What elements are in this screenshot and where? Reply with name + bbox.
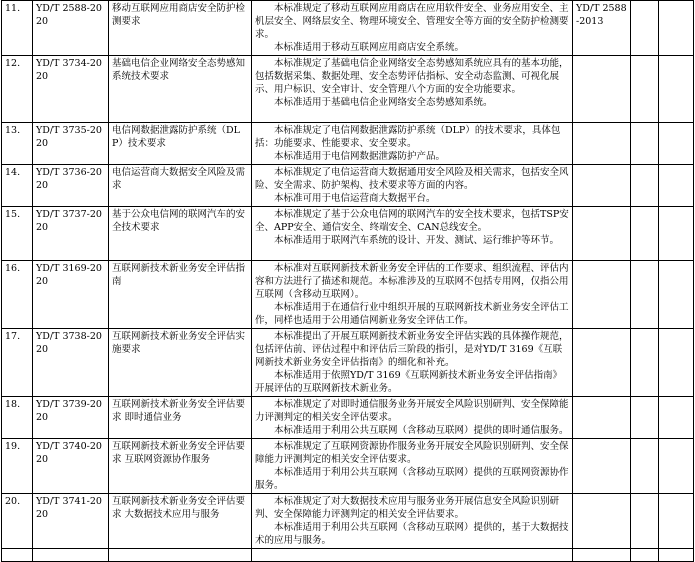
description-paragraph: 本标准规定了基于公众电信网的联网汽车的安全技术要求，包括TSP安全、APP安全、通信安全、终端安全、CAN总线安全。	[255, 209, 569, 233]
empty-cell	[109, 549, 252, 562]
table-row	[2, 165, 694, 207]
replaces-cell	[573, 439, 631, 494]
standard-name-cell: 基于公众电信网的联网汽车的安全技术要求	[109, 207, 252, 261]
empty-cell	[631, 494, 659, 549]
description-cell	[252, 207, 573, 261]
empty-cell	[2, 549, 33, 562]
replaces-cell	[573, 123, 631, 165]
description-paragraph: 本标准规定了电信运营商大数据通用安全风险及相关需求，包括安全风险、安全需求、防护架构、技术要求等方面的内容。	[255, 167, 569, 191]
standard-code-cell: YD/T 3738-2020	[33, 329, 109, 397]
description-paragraph: 本标准适用于利用公共互联网（含移动互联网）提供的互联网资源协作服务。	[255, 467, 569, 491]
description-cell	[252, 439, 573, 494]
table-row	[2, 549, 694, 562]
table-row	[2, 56, 694, 123]
table-row	[2, 1, 694, 56]
replaces-cell	[573, 397, 631, 439]
table-row	[2, 261, 694, 329]
description-paragraph: 本标准规定了对即时通信服务业务开展安全风险识别研判、安全保障能力评测判定的相关安全评估要求。	[255, 399, 569, 423]
table-row	[2, 439, 694, 494]
description-cell	[252, 123, 573, 165]
empty-cell	[631, 549, 659, 562]
empty-cell	[33, 549, 109, 562]
row-number-cell: 18.	[2, 397, 33, 439]
description-cell	[252, 165, 573, 207]
empty-cell	[631, 261, 659, 329]
empty-cell	[631, 1, 659, 56]
description-paragraph: 本标准适用于移动互联网应用商店安全系统。	[274, 42, 465, 53]
row-number-cell: 13.	[2, 123, 33, 165]
standard-name-cell: 电信网数据泄露防护系统（DLP）技术要求	[109, 123, 252, 165]
standard-code-cell: YD/T 3735-2020	[33, 123, 109, 165]
description-paragraph: 本标准适用于电信网数据泄露防护产品。	[274, 151, 446, 162]
standard-name-cell: 互联网新技术新业务安全评估要求 即时通信业务	[109, 397, 252, 439]
empty-cell	[631, 207, 659, 261]
empty-cell	[659, 329, 694, 397]
description-paragraph: 本标准适用于联网汽车系统的设计、开发、测试、运行维护等环节。	[274, 235, 560, 246]
table-row	[2, 329, 694, 397]
row-number-cell: 16.	[2, 261, 33, 329]
standard-code-cell: YD/T 3741-2020	[33, 494, 109, 549]
description-paragraph: 本标准对互联网新技术新业务安全评估的工作要求、组织流程、评估内容和方法进行了描述和规范。本标准涉及的互联网不包括专用网，仅指公用互联网（含移动互联网）。	[255, 263, 569, 300]
empty-cell	[631, 56, 659, 123]
replaces-cell	[573, 207, 631, 261]
description-cell	[252, 494, 573, 549]
empty-cell	[659, 1, 694, 56]
description-cell	[252, 1, 573, 56]
description-paragraph: 本标准规定了互联网资源协作服务业务开展安全风险识别研判、安全保障能力评测判定的相关安全评估要求。	[255, 441, 569, 465]
empty-cell	[659, 207, 694, 261]
description-paragraph: 本标准规定了移动互联网应用商店在应用软件安全、业务应用安全、主机层安全、网络层安全、物理环境安全、管理安全等方面的安全防护检测要求。	[255, 3, 569, 40]
description-paragraph: 本标准适用于依照YD/T 3169《互联网新技术新业务安全评估指南》开展评估的互联网新技术新业务。	[255, 370, 563, 394]
description-cell	[252, 261, 573, 329]
description-paragraph: 本标准规定了基础电信企业网络安全态势感知系统应具有的基本功能，包括数据采集、数据处理、安全态势评估指标、安全动态监测、可视化展示、用户标识、安全审计、安全管理八个方面的安全功能要求。	[255, 58, 569, 95]
standard-name-cell: 互联网新技术新业务安全评估要求 大数据技术应用与服务	[109, 494, 252, 549]
description-cell	[252, 56, 573, 123]
replaces-cell	[573, 261, 631, 329]
empty-cell	[659, 397, 694, 439]
standard-code-cell: YD/T 3737-2020	[33, 207, 109, 261]
table-row	[2, 494, 694, 549]
table-row	[2, 207, 694, 261]
row-number-cell: 12.	[2, 56, 33, 123]
empty-cell	[573, 549, 631, 562]
empty-cell	[631, 329, 659, 397]
description-paragraph: 本标准规定了电信网数据泄露防护系统（DLP）的技术要求，具体包括：功能要求、性能要求、安全要求。	[255, 125, 561, 149]
table-row	[2, 397, 694, 439]
empty-cell	[659, 439, 694, 494]
description-paragraph: 本标准适用于在通信行业中组织开展的互联网新技术新业务安全评估工作，同样也适用于公用通信网新业务安全评估工作。	[255, 302, 569, 326]
description-paragraph: 本标准适用于基础电信企业网络安全态势感知系统。	[274, 97, 493, 108]
standard-code-cell: YD/T 3740-2020	[33, 439, 109, 494]
replaces-cell	[573, 56, 631, 123]
row-number-cell: 19.	[2, 439, 33, 494]
description-paragraph: 本标准提出了开展互联网新技术新业务安全评估实践的具体操作规范，包括评估前、评估过程中和评估后三阶段的指引，是对YD/T 3169《互联网新技术新业务安全评估指南》的细化和补充。	[255, 331, 569, 368]
description-paragraph: 本标准适用于利用公共互联网（含移动互联网）提供的，基于大数据技术的应用与服务。	[255, 522, 569, 546]
replaces-cell	[573, 165, 631, 207]
empty-cell	[659, 165, 694, 207]
standard-code-cell: YD/T 3736-2020	[33, 165, 109, 207]
standard-name-cell: 电信运营商大数据安全风险及需求	[109, 165, 252, 207]
description-cell	[252, 397, 573, 439]
description-paragraph: 本标准可用于电信运营商大数据平台。	[274, 193, 436, 204]
empty-cell	[631, 439, 659, 494]
description-cell	[252, 329, 573, 397]
standard-name-cell: 互联网新技术新业务安全评估要求 互联网资源协作服务	[109, 439, 252, 494]
standard-name-cell: 移动互联网应用商店安全防护检测要求	[109, 1, 252, 56]
standards-table	[1, 0, 694, 562]
empty-cell	[631, 165, 659, 207]
standard-code-cell: YD/T 3739-2020	[33, 397, 109, 439]
description-paragraph: 本标准适用于利用公共互联网（含移动互联网）提供的即时通信服务。	[274, 425, 569, 436]
row-number-cell: 17.	[2, 329, 33, 397]
replaces-cell	[573, 494, 631, 549]
standard-name-cell: 互联网新技术新业务安全评估实施要求	[109, 329, 252, 397]
empty-cell	[631, 123, 659, 165]
empty-cell	[252, 549, 573, 562]
row-number-cell: 11.	[2, 1, 33, 56]
empty-cell	[659, 261, 694, 329]
empty-cell	[659, 549, 694, 562]
description-paragraph: 本标准规定了对大数据技术应用与服务业务开展信息安全风险识别研判、安全保障能力评测判定的相关安全评估要求。	[255, 496, 560, 520]
empty-cell	[659, 56, 694, 123]
empty-cell	[631, 397, 659, 439]
empty-cell	[659, 123, 694, 165]
replaces-cell	[573, 329, 631, 397]
empty-cell	[659, 494, 694, 549]
standard-code-cell: YD/T 3734-2020	[33, 56, 109, 123]
standard-name-cell: 互联网新技术新业务安全评估指南	[109, 261, 252, 329]
row-number-cell: 14.	[2, 165, 33, 207]
standard-code-cell: YD/T 3169-2020	[33, 261, 109, 329]
table-row	[2, 123, 694, 165]
replaces-cell: YD/T 2588-2013	[573, 1, 631, 56]
standard-name-cell: 基础电信企业网络安全态势感知系统技术要求	[109, 56, 252, 123]
row-number-cell: 20.	[2, 494, 33, 549]
row-number-cell: 15.	[2, 207, 33, 261]
standard-code-cell: YD/T 2588-2020	[33, 1, 109, 56]
